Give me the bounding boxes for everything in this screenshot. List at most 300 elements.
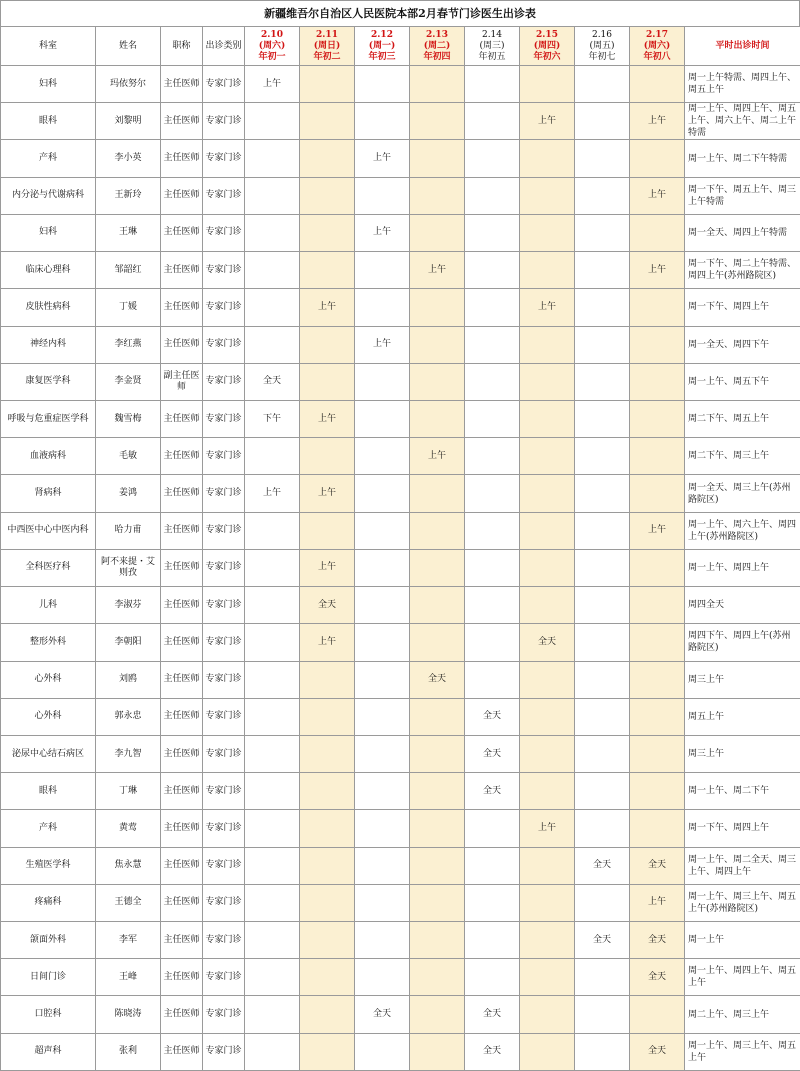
schedule-cell — [575, 549, 630, 586]
header-regular: 平时出诊时间 — [685, 27, 800, 66]
name-cell: 李九智 — [96, 735, 161, 772]
type-cell: 专家门诊 — [203, 624, 245, 661]
schedule-cell — [630, 400, 685, 437]
schedule-cell: 全天 — [245, 363, 300, 400]
schedule-cell — [465, 587, 520, 624]
dept-cell: 口腔科 — [1, 996, 96, 1033]
rank-cell: 主任医师 — [161, 66, 203, 103]
schedule-cell — [410, 773, 465, 810]
table-row — [1, 66, 800, 103]
schedule-cell — [520, 400, 575, 437]
header-date-date: 2.10 — [247, 30, 297, 41]
name-cell: 焦永慧 — [96, 847, 161, 884]
schedule-cell — [245, 922, 300, 959]
header-date-date: 2.11 — [302, 30, 352, 41]
regular-hours-cell: 周一全天、周四上午特需 — [685, 214, 800, 251]
schedule-cell — [575, 363, 630, 400]
schedule-cell — [575, 587, 630, 624]
rank-cell: 主任医师 — [161, 661, 203, 698]
header-date-weekday: (周五) — [577, 41, 627, 52]
schedule-cell: 上午 — [520, 810, 575, 847]
schedule-cell — [575, 289, 630, 326]
schedule-cell — [630, 438, 685, 475]
schedule-cell: 上午 — [300, 624, 355, 661]
schedule-cell — [520, 884, 575, 921]
rank-cell: 主任医师 — [161, 549, 203, 586]
header-date-4 — [465, 27, 520, 66]
regular-hours-cell: 周一全天、周四下午 — [685, 326, 800, 363]
schedule-cell — [355, 847, 410, 884]
regular-hours-cell: 周一上午、周三上午、周五上午(苏州路院区) — [685, 884, 800, 921]
dept-cell: 康复医学科 — [1, 363, 96, 400]
table-row — [1, 773, 800, 810]
schedule-cell — [355, 587, 410, 624]
dept-cell: 呼吸与危重症医学科 — [1, 400, 96, 437]
schedule-cell — [355, 661, 410, 698]
schedule-cell — [575, 959, 630, 996]
schedule-cell — [410, 140, 465, 177]
table-row — [1, 177, 800, 214]
name-cell: 陈晓涛 — [96, 996, 161, 1033]
schedule-cell — [575, 1033, 630, 1070]
regular-hours-cell: 周一上午特需、周四上午、周五上午 — [685, 66, 800, 103]
schedule-cell — [245, 103, 300, 140]
schedule-cell — [410, 326, 465, 363]
rank-cell: 主任医师 — [161, 996, 203, 1033]
schedule-cell — [520, 363, 575, 400]
schedule-cell — [245, 810, 300, 847]
schedule-cell — [575, 735, 630, 772]
type-cell: 专家门诊 — [203, 922, 245, 959]
schedule-cell — [520, 326, 575, 363]
schedule-cell — [520, 959, 575, 996]
schedule-cell: 全天 — [465, 698, 520, 735]
rank-cell: 主任医师 — [161, 289, 203, 326]
schedule-cell — [355, 512, 410, 549]
regular-hours-cell: 周一上午、周四上午 — [685, 549, 800, 586]
regular-hours-cell: 周一上午、周二全天、周三上午、周四上午 — [685, 847, 800, 884]
schedule-cell — [630, 661, 685, 698]
schedule-cell — [520, 512, 575, 549]
table-row — [1, 289, 800, 326]
schedule-cell — [520, 140, 575, 177]
type-cell: 专家门诊 — [203, 326, 245, 363]
schedule-cell: 上午 — [410, 252, 465, 289]
type-cell: 专家门诊 — [203, 959, 245, 996]
schedule-cell — [520, 587, 575, 624]
schedule-cell — [575, 512, 630, 549]
schedule-cell — [465, 66, 520, 103]
schedule-cell — [355, 289, 410, 326]
table-row — [1, 326, 800, 363]
schedule-cell: 全天 — [630, 959, 685, 996]
schedule-cell — [410, 214, 465, 251]
schedule-cell — [245, 549, 300, 586]
schedule-cell — [410, 698, 465, 735]
schedule-cell: 上午 — [410, 438, 465, 475]
table-row — [1, 587, 800, 624]
schedule-cell — [300, 140, 355, 177]
name-cell: 李军 — [96, 922, 161, 959]
schedule-cell — [245, 140, 300, 177]
header-date-lunar: 年初六 — [522, 52, 572, 63]
schedule-cell — [575, 252, 630, 289]
schedule-cell: 上午 — [520, 103, 575, 140]
schedule-cell: 全天 — [575, 847, 630, 884]
schedule-cell — [300, 326, 355, 363]
type-cell: 专家门诊 — [203, 438, 245, 475]
schedule-cell — [575, 214, 630, 251]
schedule-cell: 下午 — [245, 400, 300, 437]
schedule-cell — [410, 289, 465, 326]
table-row — [1, 512, 800, 549]
schedule-cell — [520, 214, 575, 251]
schedule-cell — [575, 884, 630, 921]
schedule-cell: 上午 — [355, 140, 410, 177]
schedule-cell — [300, 959, 355, 996]
header-date-1 — [300, 27, 355, 66]
schedule-cell — [630, 996, 685, 1033]
schedule-cell — [630, 773, 685, 810]
schedule-cell — [520, 735, 575, 772]
rank-cell: 主任医师 — [161, 587, 203, 624]
schedule-cell: 全天 — [355, 996, 410, 1033]
schedule-cell — [630, 66, 685, 103]
table-row — [1, 475, 800, 512]
name-cell: 魏雪梅 — [96, 400, 161, 437]
dept-cell: 神经内科 — [1, 326, 96, 363]
name-cell: 张利 — [96, 1033, 161, 1070]
regular-hours-cell: 周三上午 — [685, 735, 800, 772]
header-date-date: 2.16 — [577, 30, 627, 41]
schedule-cell — [410, 847, 465, 884]
schedule-cell — [245, 661, 300, 698]
header-date-date: 2.13 — [412, 30, 462, 41]
schedule-cell — [300, 698, 355, 735]
name-cell: 丁琳 — [96, 773, 161, 810]
schedule-cell: 上午 — [300, 289, 355, 326]
type-cell: 专家门诊 — [203, 252, 245, 289]
name-cell: 李金贤 — [96, 363, 161, 400]
header-date-3 — [410, 27, 465, 66]
schedule-cell — [245, 773, 300, 810]
name-cell: 玛依努尔 — [96, 66, 161, 103]
schedule-cell — [245, 252, 300, 289]
schedule-cell — [575, 773, 630, 810]
schedule-cell — [245, 214, 300, 251]
schedule-cell — [465, 884, 520, 921]
table-row — [1, 400, 800, 437]
schedule-cell — [355, 959, 410, 996]
table-row — [1, 252, 800, 289]
schedule-cell — [575, 698, 630, 735]
schedule-cell — [355, 177, 410, 214]
schedule-cell — [465, 512, 520, 549]
schedule-cell — [465, 177, 520, 214]
schedule-cell — [465, 289, 520, 326]
header-date-weekday: (周三) — [467, 41, 517, 52]
schedule-cell — [300, 363, 355, 400]
name-cell: 刘黎明 — [96, 103, 161, 140]
schedule-cell — [355, 884, 410, 921]
schedule-cell — [355, 1033, 410, 1070]
rank-cell: 主任医师 — [161, 177, 203, 214]
table-row — [1, 363, 800, 400]
name-cell: 哈力甫 — [96, 512, 161, 549]
schedule-cell — [410, 512, 465, 549]
dept-cell: 眼科 — [1, 103, 96, 140]
schedule-cell — [355, 475, 410, 512]
schedule-cell — [245, 624, 300, 661]
table-row — [1, 735, 800, 772]
schedule-cell — [520, 549, 575, 586]
rank-cell: 主任医师 — [161, 140, 203, 177]
dept-cell: 血液病科 — [1, 438, 96, 475]
schedule-cell — [575, 400, 630, 437]
type-cell: 专家门诊 — [203, 512, 245, 549]
rank-cell: 主任医师 — [161, 959, 203, 996]
schedule-cell — [410, 922, 465, 959]
schedule-cell — [520, 66, 575, 103]
schedule-cell — [575, 438, 630, 475]
rank-cell: 主任医师 — [161, 326, 203, 363]
regular-hours-cell: 周一上午、周四上午、周五上午 — [685, 959, 800, 996]
type-cell: 专家门诊 — [203, 400, 245, 437]
schedule-cell — [300, 773, 355, 810]
schedule-cell — [575, 66, 630, 103]
dept-cell: 整形外科 — [1, 624, 96, 661]
type-cell: 专家门诊 — [203, 66, 245, 103]
name-cell: 李淑芬 — [96, 587, 161, 624]
dept-cell: 妇科 — [1, 66, 96, 103]
name-cell: 李小英 — [96, 140, 161, 177]
regular-hours-cell: 周四下午、周四上午(苏州路院区) — [685, 624, 800, 661]
schedule-cell — [245, 884, 300, 921]
header-date-5 — [520, 27, 575, 66]
dept-cell: 生殖医学科 — [1, 847, 96, 884]
header-date-lunar: 年初二 — [302, 52, 352, 63]
header-date-date: 2.15 — [522, 30, 572, 41]
schedule-cell — [355, 922, 410, 959]
schedule-cell — [630, 214, 685, 251]
schedule-cell — [520, 698, 575, 735]
dept-cell: 日间门诊 — [1, 959, 96, 996]
schedule-cell — [630, 624, 685, 661]
schedule-cell — [300, 884, 355, 921]
regular-hours-cell: 周一全天、周三上午(苏州路院区) — [685, 475, 800, 512]
schedule-cell — [410, 177, 465, 214]
table-row — [1, 103, 800, 140]
schedule-cell — [465, 847, 520, 884]
rank-cell: 主任医师 — [161, 214, 203, 251]
schedule-cell — [410, 884, 465, 921]
dept-cell: 产科 — [1, 810, 96, 847]
schedule-cell — [575, 140, 630, 177]
type-cell: 专家门诊 — [203, 289, 245, 326]
header-date-2 — [355, 27, 410, 66]
schedule-cell: 全天 — [465, 996, 520, 1033]
header-date-date: 2.14 — [467, 30, 517, 41]
dept-cell: 超声科 — [1, 1033, 96, 1070]
schedule-cell — [465, 475, 520, 512]
header-date-weekday: (周六) — [632, 41, 682, 52]
schedule-cell: 全天 — [575, 922, 630, 959]
schedule-cell — [410, 475, 465, 512]
rank-cell: 副主任医师 — [161, 363, 203, 400]
schedule-cell: 全天 — [465, 773, 520, 810]
header-date-lunar: 年初七 — [577, 52, 627, 63]
dept-cell: 全科医疗科 — [1, 549, 96, 586]
type-cell: 专家门诊 — [203, 140, 245, 177]
name-cell: 王新玲 — [96, 177, 161, 214]
dept-cell: 心外科 — [1, 698, 96, 735]
type-cell: 专家门诊 — [203, 549, 245, 586]
header-date-6 — [575, 27, 630, 66]
schedule-body — [1, 66, 800, 1071]
schedule-cell — [575, 661, 630, 698]
dept-cell: 心外科 — [1, 661, 96, 698]
schedule-cell — [410, 587, 465, 624]
schedule-cell — [410, 735, 465, 772]
regular-hours-cell: 周三上午 — [685, 661, 800, 698]
header-date-date: 2.17 — [632, 30, 682, 41]
rank-cell: 主任医师 — [161, 698, 203, 735]
table-row — [1, 922, 800, 959]
schedule-cell: 上午 — [630, 252, 685, 289]
schedule-cell — [300, 661, 355, 698]
schedule-cell — [245, 438, 300, 475]
schedule-cell: 上午 — [630, 512, 685, 549]
schedule-cell — [575, 103, 630, 140]
type-cell: 专家门诊 — [203, 847, 245, 884]
header-date-date: 2.12 — [357, 30, 407, 41]
regular-hours-cell: 周四全天 — [685, 587, 800, 624]
schedule-cell — [410, 1033, 465, 1070]
schedule-cell — [245, 996, 300, 1033]
schedule-cell — [465, 922, 520, 959]
dept-cell: 泌尿中心结石病区 — [1, 735, 96, 772]
schedule-cell — [520, 847, 575, 884]
header-date-0 — [245, 27, 300, 66]
type-cell: 专家门诊 — [203, 661, 245, 698]
header-type: 出诊类别 — [203, 27, 245, 66]
schedule-cell: 上午 — [355, 326, 410, 363]
dept-cell: 妇科 — [1, 214, 96, 251]
schedule-cell — [245, 698, 300, 735]
name-cell: 黄莺 — [96, 810, 161, 847]
page-title: 新疆维吾尔自治区人民医院本部2月春节门诊医生出诊表 — [0, 0, 800, 26]
schedule-cell — [245, 1033, 300, 1070]
schedule-cell — [465, 400, 520, 437]
type-cell: 专家门诊 — [203, 103, 245, 140]
regular-hours-cell: 周一上午 — [685, 922, 800, 959]
schedule-cell — [630, 475, 685, 512]
schedule-cell — [465, 959, 520, 996]
rank-cell: 主任医师 — [161, 922, 203, 959]
rank-cell: 主任医师 — [161, 1033, 203, 1070]
header-rank: 职称 — [161, 27, 203, 66]
schedule-cell: 全天 — [630, 1033, 685, 1070]
type-cell: 专家门诊 — [203, 810, 245, 847]
header-dept: 科室 — [1, 27, 96, 66]
schedule-cell: 上午 — [630, 103, 685, 140]
schedule-cell — [520, 773, 575, 810]
table-row — [1, 996, 800, 1033]
dept-cell: 皮肤性病科 — [1, 289, 96, 326]
schedule-cell — [355, 400, 410, 437]
schedule-cell — [630, 363, 685, 400]
schedule-cell: 全天 — [630, 922, 685, 959]
schedule-cell — [355, 438, 410, 475]
schedule-cell — [245, 177, 300, 214]
schedule-cell — [355, 735, 410, 772]
schedule-cell — [410, 996, 465, 1033]
type-cell: 专家门诊 — [203, 475, 245, 512]
type-cell: 专家门诊 — [203, 587, 245, 624]
schedule-cell: 上午 — [630, 177, 685, 214]
schedule-cell — [355, 549, 410, 586]
schedule-cell — [520, 922, 575, 959]
schedule-cell — [245, 847, 300, 884]
rank-cell: 主任医师 — [161, 773, 203, 810]
schedule-cell: 上午 — [300, 549, 355, 586]
schedule-cell — [465, 810, 520, 847]
name-cell: 阿不来提・艾则孜 — [96, 549, 161, 586]
schedule-cell: 上午 — [300, 400, 355, 437]
schedule-cell — [355, 810, 410, 847]
name-cell: 郭永忠 — [96, 698, 161, 735]
dept-cell: 临床心理科 — [1, 252, 96, 289]
regular-hours-cell: 周二下午、周三上午 — [685, 438, 800, 475]
name-cell: 王峰 — [96, 959, 161, 996]
regular-hours-cell: 周一下午、周四上午 — [685, 810, 800, 847]
schedule-cell — [630, 698, 685, 735]
rank-cell: 主任医师 — [161, 512, 203, 549]
schedule-cell — [300, 922, 355, 959]
schedule-cell — [630, 587, 685, 624]
schedule-cell — [300, 177, 355, 214]
table-row — [1, 661, 800, 698]
rank-cell: 主任医师 — [161, 252, 203, 289]
schedule-cell: 上午 — [520, 289, 575, 326]
table-row — [1, 810, 800, 847]
rank-cell: 主任医师 — [161, 847, 203, 884]
schedule-cell — [300, 810, 355, 847]
schedule-cell: 上午 — [355, 214, 410, 251]
schedule-cell: 上午 — [245, 66, 300, 103]
name-cell: 姜鸿 — [96, 475, 161, 512]
schedule-cell — [410, 363, 465, 400]
schedule-cell — [575, 624, 630, 661]
schedule-cell — [245, 959, 300, 996]
schedule-cell — [300, 66, 355, 103]
name-cell: 李朝阳 — [96, 624, 161, 661]
schedule-cell — [575, 996, 630, 1033]
header-row — [1, 27, 800, 66]
schedule-cell — [575, 177, 630, 214]
rank-cell: 主任医师 — [161, 810, 203, 847]
rank-cell: 主任医师 — [161, 884, 203, 921]
schedule-cell — [410, 959, 465, 996]
type-cell: 专家门诊 — [203, 177, 245, 214]
schedule-cell — [355, 252, 410, 289]
schedule-cell — [630, 735, 685, 772]
header-date-weekday: (周二) — [412, 41, 462, 52]
schedule-cell — [520, 1033, 575, 1070]
table-row — [1, 549, 800, 586]
regular-hours-cell: 周一上午、周六上午、周四上午(苏州路院区) — [685, 512, 800, 549]
schedule-cell — [355, 624, 410, 661]
